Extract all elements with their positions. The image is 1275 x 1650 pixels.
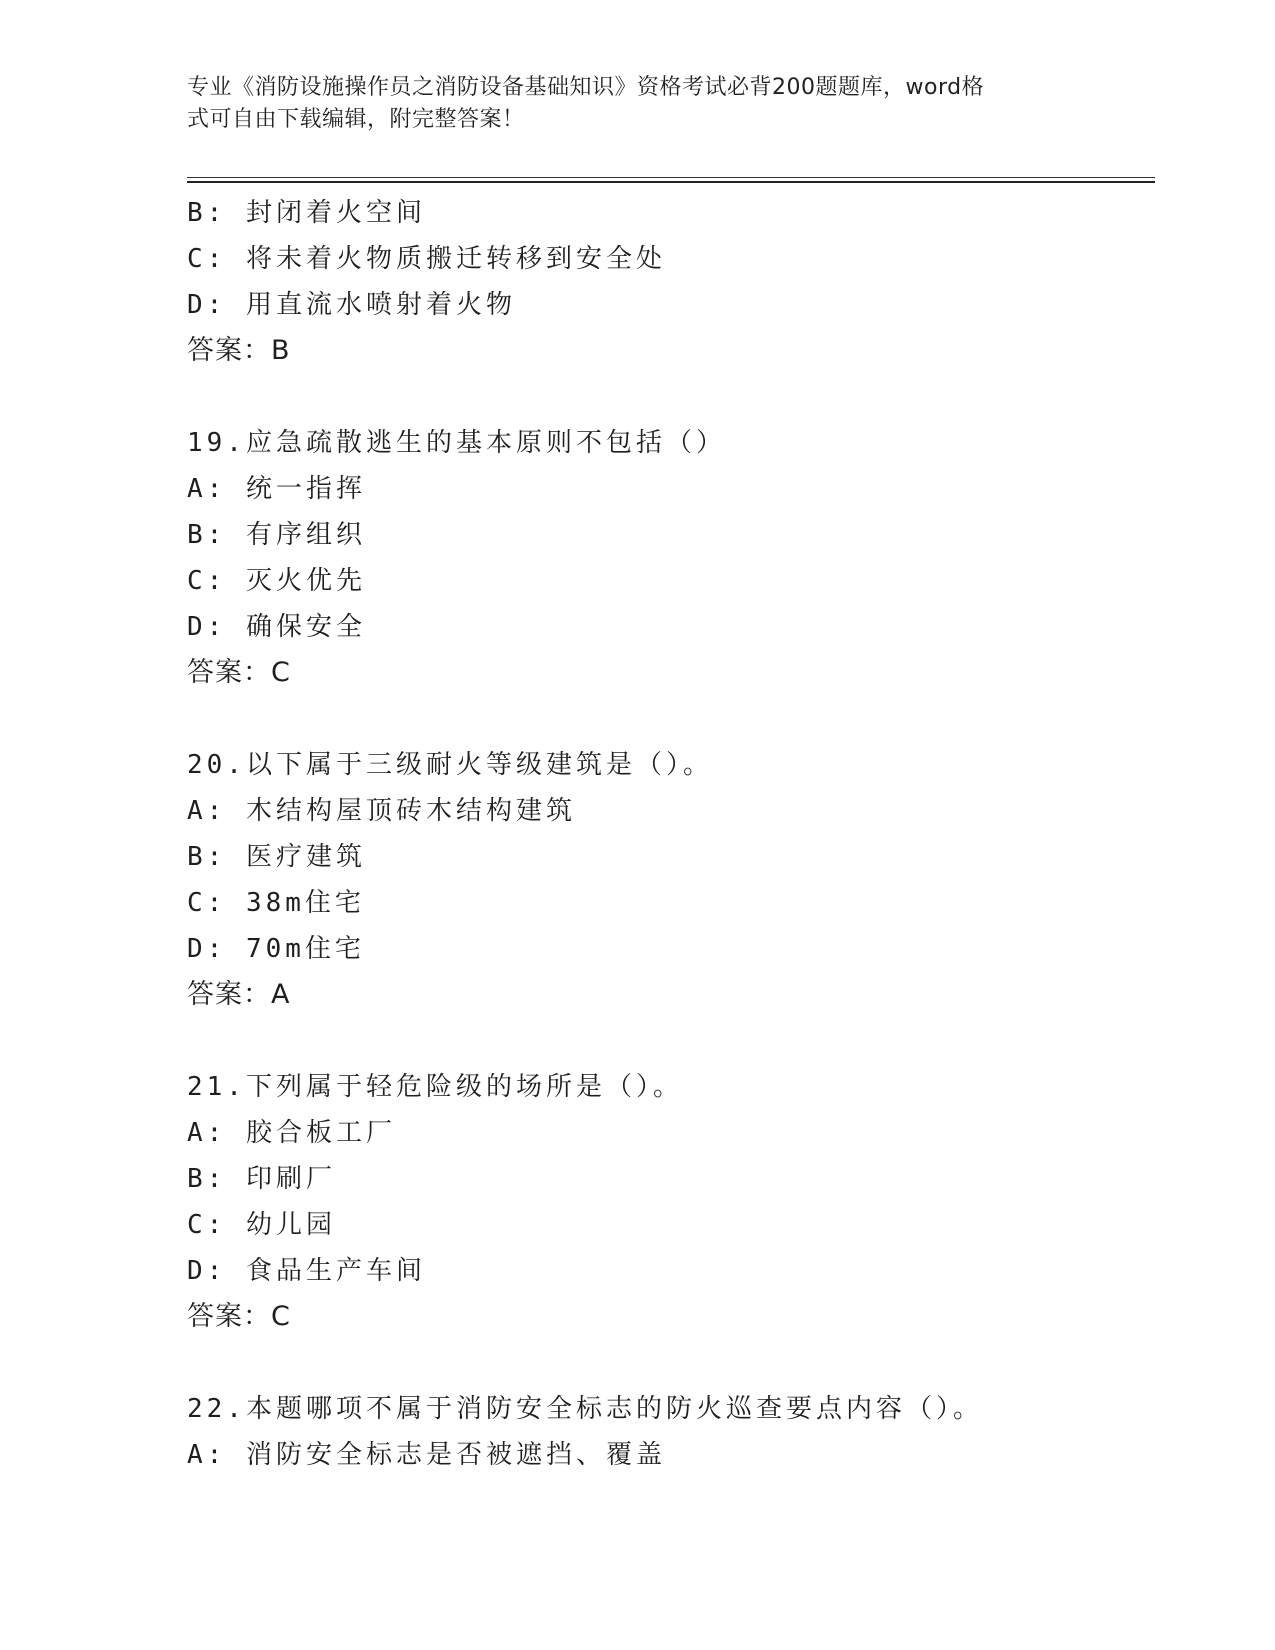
header-line-2: 式可自由下载编辑，附完整答案！ xyxy=(187,107,525,132)
question-stem: 19.应急疏散逃生的基本原则不包括（） xyxy=(187,428,726,458)
option-b: B: 封闭着火空间 xyxy=(187,198,426,228)
option-b: B: 医疗建筑 xyxy=(187,842,366,872)
question-stem: 22.本题哪项不属于消防安全标志的防火巡查要点内容（）。 xyxy=(187,1394,983,1424)
header-line-1: 专业《消防设施操作员之消防设备基础知识》资格考试必背200题题库，word格 xyxy=(187,75,985,100)
option-a: A: 消防安全标志是否被遮挡、覆盖 xyxy=(187,1440,666,1470)
spacer xyxy=(187,696,1155,742)
option-b: B: 印刷厂 xyxy=(187,1164,336,1194)
option-d: D: 70m住宅 xyxy=(187,934,365,964)
question-list xyxy=(187,190,1155,1478)
option-a: A: 胶合板工厂 xyxy=(187,1118,396,1148)
option-c: C: 将未着火物质搬迁转移到安全处 xyxy=(187,244,666,274)
question-19 xyxy=(187,420,1155,696)
answer: 答案：B xyxy=(187,335,291,366)
option-c: C: 幼儿园 xyxy=(187,1210,336,1240)
answer: 答案：C xyxy=(187,657,291,688)
spacer xyxy=(187,1340,1155,1386)
option-d: D: 确保安全 xyxy=(187,612,366,642)
option-a: A: 木结构屋顶砖木结构建筑 xyxy=(187,796,576,826)
question-carryover xyxy=(187,190,1155,374)
question-21 xyxy=(187,1064,1155,1340)
spacer xyxy=(187,1018,1155,1064)
header-divider-thin xyxy=(187,177,1155,178)
answer: 答案：A xyxy=(187,979,291,1010)
option-c: C: 38m住宅 xyxy=(187,888,365,918)
page-header xyxy=(187,72,1067,136)
option-d: D: 用直流水喷射着火物 xyxy=(187,290,516,320)
question-22 xyxy=(187,1386,1155,1478)
option-b: B: 有序组织 xyxy=(187,520,366,550)
option-d: D: 食品生产车间 xyxy=(187,1256,426,1286)
question-stem: 20.以下属于三级耐火等级建筑是（）。 xyxy=(187,750,713,780)
question-20 xyxy=(187,742,1155,1018)
option-a: A: 统一指挥 xyxy=(187,474,366,504)
question-stem: 21.下列属于轻危险级的场所是（）。 xyxy=(187,1072,683,1102)
option-c: C: 灭火优先 xyxy=(187,566,366,596)
header-divider-thick xyxy=(187,181,1155,183)
spacer xyxy=(187,374,1155,420)
answer: 答案：C xyxy=(187,1301,291,1332)
